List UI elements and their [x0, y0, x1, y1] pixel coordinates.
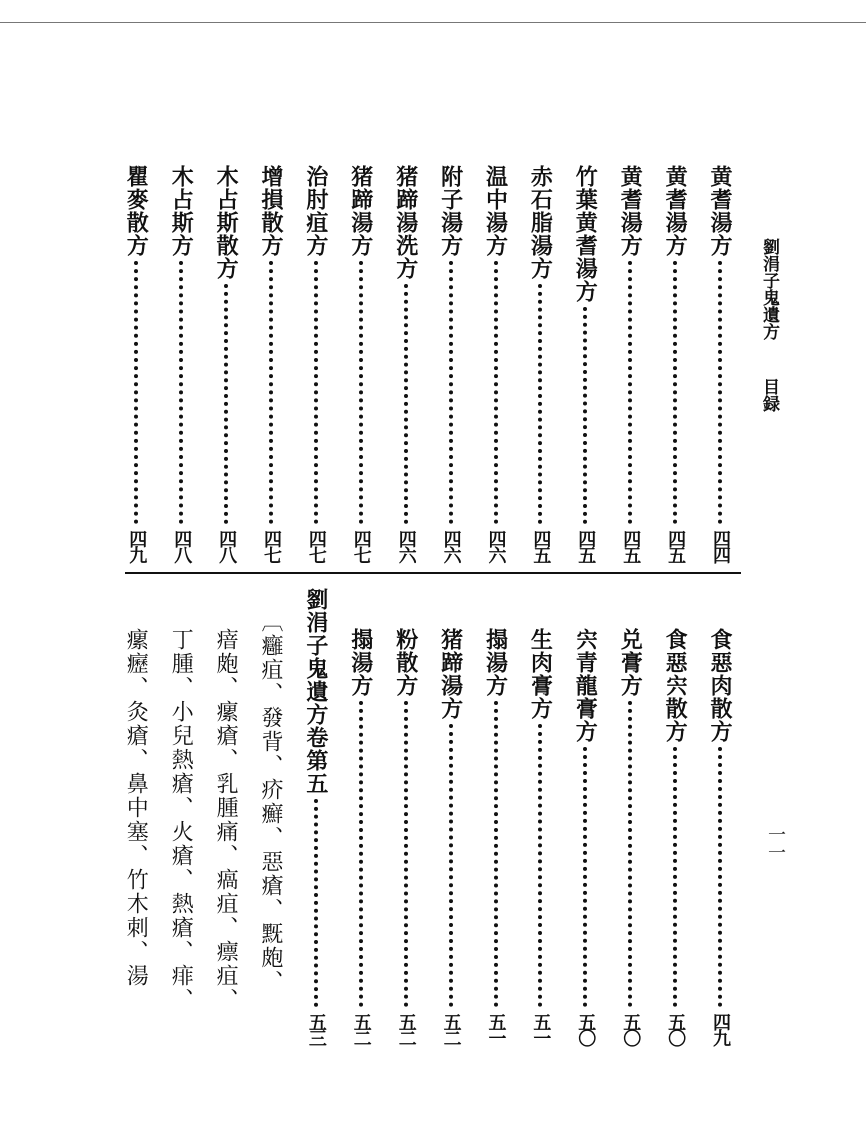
entry-title: 瞿麥散方 [123, 165, 150, 257]
entry-page: 四九 [710, 1013, 731, 1045]
entry-title: 木占斯方 [168, 165, 195, 257]
entry-title: 食惡肉散方 [707, 628, 733, 743]
dot-leader [718, 261, 722, 524]
entry-title: 劉涓子鬼遺方卷第五 [302, 588, 329, 795]
dot-leader [538, 724, 542, 1007]
toc-entry [616, 165, 644, 562]
entry-page: 四六 [395, 530, 417, 562]
contents-line: 〔癰疽、發背、疥癬、惡瘡、黖皰、 [258, 610, 283, 994]
toc-entry [347, 165, 375, 562]
entry-page: 五〇 [620, 1013, 642, 1045]
dot-leader [494, 261, 498, 524]
dot-leader [718, 747, 722, 1007]
toc-entry [706, 165, 734, 562]
entry-page: 四八 [171, 530, 193, 562]
entry-title: 温中湯方 [482, 165, 509, 257]
entry-title: 黄耆湯方 [662, 165, 689, 257]
page-number: 一一 [765, 825, 786, 861]
section-divider [125, 572, 741, 574]
contents-line: 丁腫、小兒熱瘡、火瘡、熱瘡、痱、 [168, 628, 194, 1012]
entry-title: 粉散方 [392, 628, 419, 697]
contents-line: 瘰癧、灸瘡、鼻中塞、竹木刺、湯 [123, 628, 149, 988]
toc-entry [482, 165, 510, 562]
section-title: 目録 [759, 378, 779, 412]
entry-page: 四六 [485, 530, 507, 562]
dot-leader [628, 701, 632, 1007]
toc-entry [122, 165, 150, 562]
entry-title: 赤石脂湯方 [527, 165, 554, 280]
entry-page: 五二 [440, 1013, 462, 1045]
entry-page: 四六 [440, 530, 462, 562]
entry-title: 附子湯方 [437, 165, 464, 257]
toc-entry [706, 628, 734, 1045]
entry-page: 四五 [665, 530, 687, 562]
toc-entry [437, 165, 465, 562]
dot-leader [314, 261, 318, 524]
entry-title: 生肉膏方 [527, 628, 554, 720]
entry-title: 木占斯散方 [213, 165, 240, 280]
dot-leader [583, 307, 587, 524]
toc-entry [661, 165, 689, 562]
entry-title: 治肘疽方 [302, 165, 329, 257]
entry-page: 四四 [710, 530, 731, 562]
entry-title: 搨湯方 [347, 628, 374, 697]
dot-leader [449, 724, 453, 1007]
dot-leader [404, 284, 408, 524]
toc-entry [571, 628, 599, 1045]
dot-leader [583, 747, 587, 1007]
contents-line: 瘖皰、瘰瘡、乳腫痛、瘑疽、瘭疽、 [213, 628, 239, 1012]
entry-page: 四七 [350, 530, 372, 562]
entry-title: 宍青龍膏方 [572, 628, 599, 743]
dot-leader [314, 799, 318, 1007]
entry-title: 猪蹄湯方 [347, 165, 374, 257]
dot-leader [269, 261, 273, 524]
entry-page: 五一 [530, 1013, 552, 1045]
entry-page: 四八 [216, 530, 238, 562]
toc-entry [257, 165, 285, 562]
entry-page: 四五 [530, 530, 552, 562]
toc-entry [167, 165, 195, 562]
toc-entry [302, 588, 330, 1045]
toc-entry [392, 628, 420, 1045]
entry-title: 食惡宍散方 [662, 628, 689, 743]
entry-page: 五二 [350, 1013, 372, 1045]
entry-page: 五〇 [665, 1013, 687, 1045]
entry-title: 搨湯方 [482, 628, 509, 697]
entry-page: 四七 [305, 530, 327, 562]
toc-entry [482, 628, 510, 1045]
dot-leader [494, 701, 498, 1007]
entry-title: 黄耆湯方 [707, 165, 733, 257]
entry-page: 五三 [305, 1013, 327, 1045]
entry-page: 四九 [126, 530, 148, 562]
book-title: 劉涓子鬼遺方 [759, 238, 779, 340]
entry-title: 增損散方 [258, 165, 284, 257]
entry-title: 猪蹄湯方 [437, 628, 464, 720]
toc-entry [392, 165, 420, 562]
dot-leader [359, 261, 363, 524]
toc-entry [616, 628, 644, 1045]
dot-leader [359, 701, 363, 1007]
dot-leader [404, 701, 408, 1007]
entry-page: 五一 [485, 1013, 507, 1045]
entry-page: 五〇 [575, 1013, 597, 1045]
toc-entry [526, 165, 554, 562]
toc-entry [302, 165, 330, 562]
dot-leader [224, 284, 228, 524]
entry-page: 四七 [261, 530, 282, 562]
dot-leader [179, 261, 183, 524]
toc-entry [437, 628, 465, 1045]
entry-page: 四五 [575, 530, 597, 562]
toc-entry [661, 628, 689, 1045]
toc-entry [526, 628, 554, 1045]
dot-leader [673, 261, 677, 524]
dot-leader [628, 261, 632, 524]
dot-leader [449, 261, 453, 524]
entry-page: 五二 [395, 1013, 417, 1045]
toc-entry [212, 165, 240, 562]
entry-title: 竹葉黄耆湯方 [572, 165, 599, 303]
entry-title: 兑膏方 [617, 628, 644, 697]
toc-entry [347, 628, 375, 1045]
dot-leader [134, 261, 138, 524]
toc-entry [571, 165, 599, 562]
entry-title: 猪蹄湯洗方 [392, 165, 419, 280]
entry-title: 黄耆湯方 [617, 165, 644, 257]
dot-leader [538, 284, 542, 524]
dot-leader [673, 747, 677, 1007]
scan-top-edge-line [0, 22, 866, 23]
entry-page: 四五 [620, 530, 642, 562]
